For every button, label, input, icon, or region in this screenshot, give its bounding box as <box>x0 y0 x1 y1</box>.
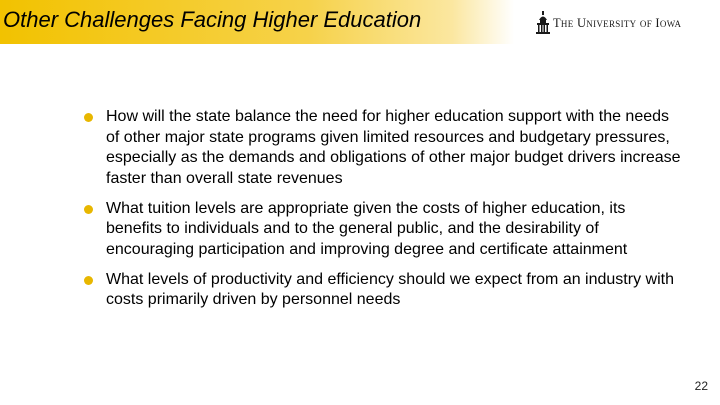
title-bar <box>0 0 514 44</box>
bullet-text: How will the state balance the need for higher education support with the needs of other major state programs given limited resources and budgetary pressures, especially as the demands and obligations of other major budget drivers increase faster than overall state revenues <box>106 108 681 187</box>
bullet-text: What levels of productivity and efficiency should we expect from an industry with costs primarily driven by personnel needs <box>106 270 674 308</box>
slide-title: Other Challenges Facing Higher Education <box>3 7 422 32</box>
bullet-list <box>84 107 684 320</box>
bullet-item <box>84 199 684 261</box>
bullet-dot-icon <box>84 205 93 214</box>
bullet-dot-icon <box>84 276 93 285</box>
university-logo <box>535 10 681 36</box>
bullet-item <box>84 270 684 311</box>
bullet-dot-icon <box>84 113 93 122</box>
page-number: 22 <box>694 379 708 393</box>
logo-text: The University of Iowa <box>553 15 682 30</box>
old-capitol-icon <box>535 11 551 35</box>
bullet-item <box>84 107 684 189</box>
bullet-text: What tuition levels are appropriate given the costs of higher education, its benefits to individuals and to the general public, and the desirability of encouraging participation and improving degree and certificate attainment <box>106 199 628 258</box>
